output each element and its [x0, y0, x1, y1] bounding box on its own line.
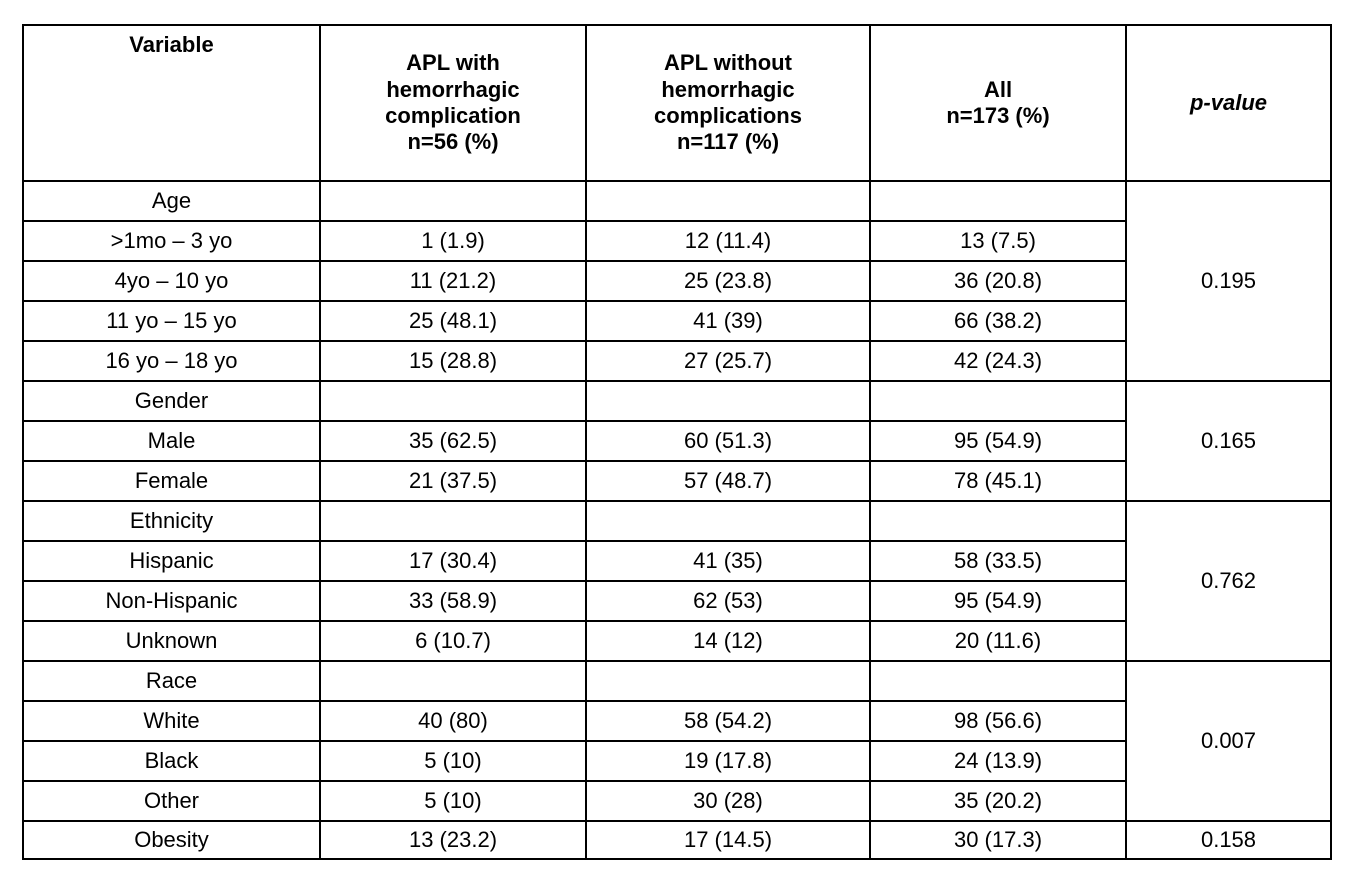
value-with: 21 (37.5): [320, 461, 586, 501]
header-all: [870, 25, 1126, 181]
empty-cell: [586, 381, 870, 421]
section-row-race: [23, 661, 1331, 701]
value-without: 30 (28): [586, 781, 870, 821]
value-without: 27 (25.7): [586, 341, 870, 381]
value-all: 35 (20.2): [870, 781, 1126, 821]
section-label-age: Age: [23, 181, 320, 221]
empty-cell: [586, 181, 870, 221]
section-label-race: Race: [23, 661, 320, 701]
value-with: 5 (10): [320, 741, 586, 781]
header-all-line-2: n=173 (%): [946, 103, 1050, 128]
value-with: 15 (28.8): [320, 341, 586, 381]
value-all: 30 (17.3): [870, 821, 1126, 859]
header-without-line-3: complications: [654, 103, 802, 128]
row-label: Non-Hispanic: [23, 581, 320, 621]
header-all-line-1: All: [983, 76, 1013, 102]
row-label: Male: [23, 421, 320, 461]
row-label: 16 yo – 18 yo: [23, 341, 320, 381]
empty-cell: [320, 181, 586, 221]
value-all: 13 (7.5): [870, 221, 1126, 261]
row-label: 11 yo – 15 yo: [23, 301, 320, 341]
row-label: 4yo – 10 yo: [23, 261, 320, 301]
row-label: Black: [23, 741, 320, 781]
value-all: 95 (54.9): [870, 421, 1126, 461]
header-with-line-3: complication: [385, 103, 521, 128]
row-label: Female: [23, 461, 320, 501]
value-with: 11 (21.2): [320, 261, 586, 301]
value-all: 95 (54.9): [870, 581, 1126, 621]
section-label-ethnicity: Ethnicity: [23, 501, 320, 541]
empty-cell: [870, 661, 1126, 701]
value-without: 17 (14.5): [586, 821, 870, 859]
empty-cell: [320, 381, 586, 421]
pvalue-ethnicity: 0.762: [1126, 501, 1331, 661]
header-without-line-1: APL without: [664, 50, 792, 76]
row-label: Obesity: [23, 821, 320, 859]
empty-cell: [870, 381, 1126, 421]
row-label: White: [23, 701, 320, 741]
value-with: 6 (10.7): [320, 621, 586, 661]
section-label-gender: Gender: [23, 381, 320, 421]
pvalue-age: 0.195: [1126, 181, 1331, 381]
empty-cell: [320, 501, 586, 541]
value-all: 24 (13.9): [870, 741, 1126, 781]
value-all: 98 (56.6): [870, 701, 1126, 741]
value-all: 36 (20.8): [870, 261, 1126, 301]
header-without-complications: [586, 25, 870, 181]
value-without: 41 (39): [586, 301, 870, 341]
obesity-row: [23, 821, 1331, 859]
empty-cell: [586, 661, 870, 701]
section-row-age: [23, 181, 1331, 221]
value-all: 58 (33.5): [870, 541, 1126, 581]
value-with: 13 (23.2): [320, 821, 586, 859]
header-row: [23, 25, 1331, 181]
value-without: 58 (54.2): [586, 701, 870, 741]
row-label: Unknown: [23, 621, 320, 661]
header-without-line-4: n=117 (%): [676, 129, 780, 155]
row-label: Hispanic: [23, 541, 320, 581]
header-pvalue: p-value: [1126, 25, 1331, 181]
value-with: 5 (10): [320, 781, 586, 821]
value-with: 17 (30.4): [320, 541, 586, 581]
value-without: 62 (53): [586, 581, 870, 621]
pvalue-race: 0.007: [1126, 661, 1331, 821]
header-with-line-4: n=56 (%): [407, 129, 499, 155]
header-with-line-2: hemorrhagic: [386, 76, 520, 102]
empty-cell: [320, 661, 586, 701]
value-with: 25 (48.1): [320, 301, 586, 341]
value-without: 41 (35): [586, 541, 870, 581]
section-row-ethnicity: [23, 501, 1331, 541]
header-with-line-1: APL with: [406, 50, 500, 76]
value-with: 1 (1.9): [320, 221, 586, 261]
value-without: 19 (17.8): [586, 741, 870, 781]
empty-cell: [870, 501, 1126, 541]
header-without-line-2: hemorrhagic: [661, 76, 795, 102]
characteristics-table: [22, 24, 1332, 860]
header-variable: Variable: [23, 25, 320, 181]
pvalue-obesity: 0.158: [1126, 821, 1331, 859]
section-row-gender: [23, 381, 1331, 421]
pvalue-gender: 0.165: [1126, 381, 1331, 501]
value-with: 35 (62.5): [320, 421, 586, 461]
value-without: 60 (51.3): [586, 421, 870, 461]
value-all: 20 (11.6): [870, 621, 1126, 661]
empty-cell: [870, 181, 1126, 221]
value-all: 66 (38.2): [870, 301, 1126, 341]
value-without: 57 (48.7): [586, 461, 870, 501]
header-with-complication: [320, 25, 586, 181]
value-without: 14 (12): [586, 621, 870, 661]
value-without: 25 (23.8): [586, 261, 870, 301]
row-label: Other: [23, 781, 320, 821]
empty-cell: [586, 501, 870, 541]
row-label: >1mo – 3 yo: [23, 221, 320, 261]
value-all: 78 (45.1): [870, 461, 1126, 501]
value-with: 33 (58.9): [320, 581, 586, 621]
value-all: 42 (24.3): [870, 341, 1126, 381]
value-with: 40 (80): [320, 701, 586, 741]
value-without: 12 (11.4): [586, 221, 870, 261]
